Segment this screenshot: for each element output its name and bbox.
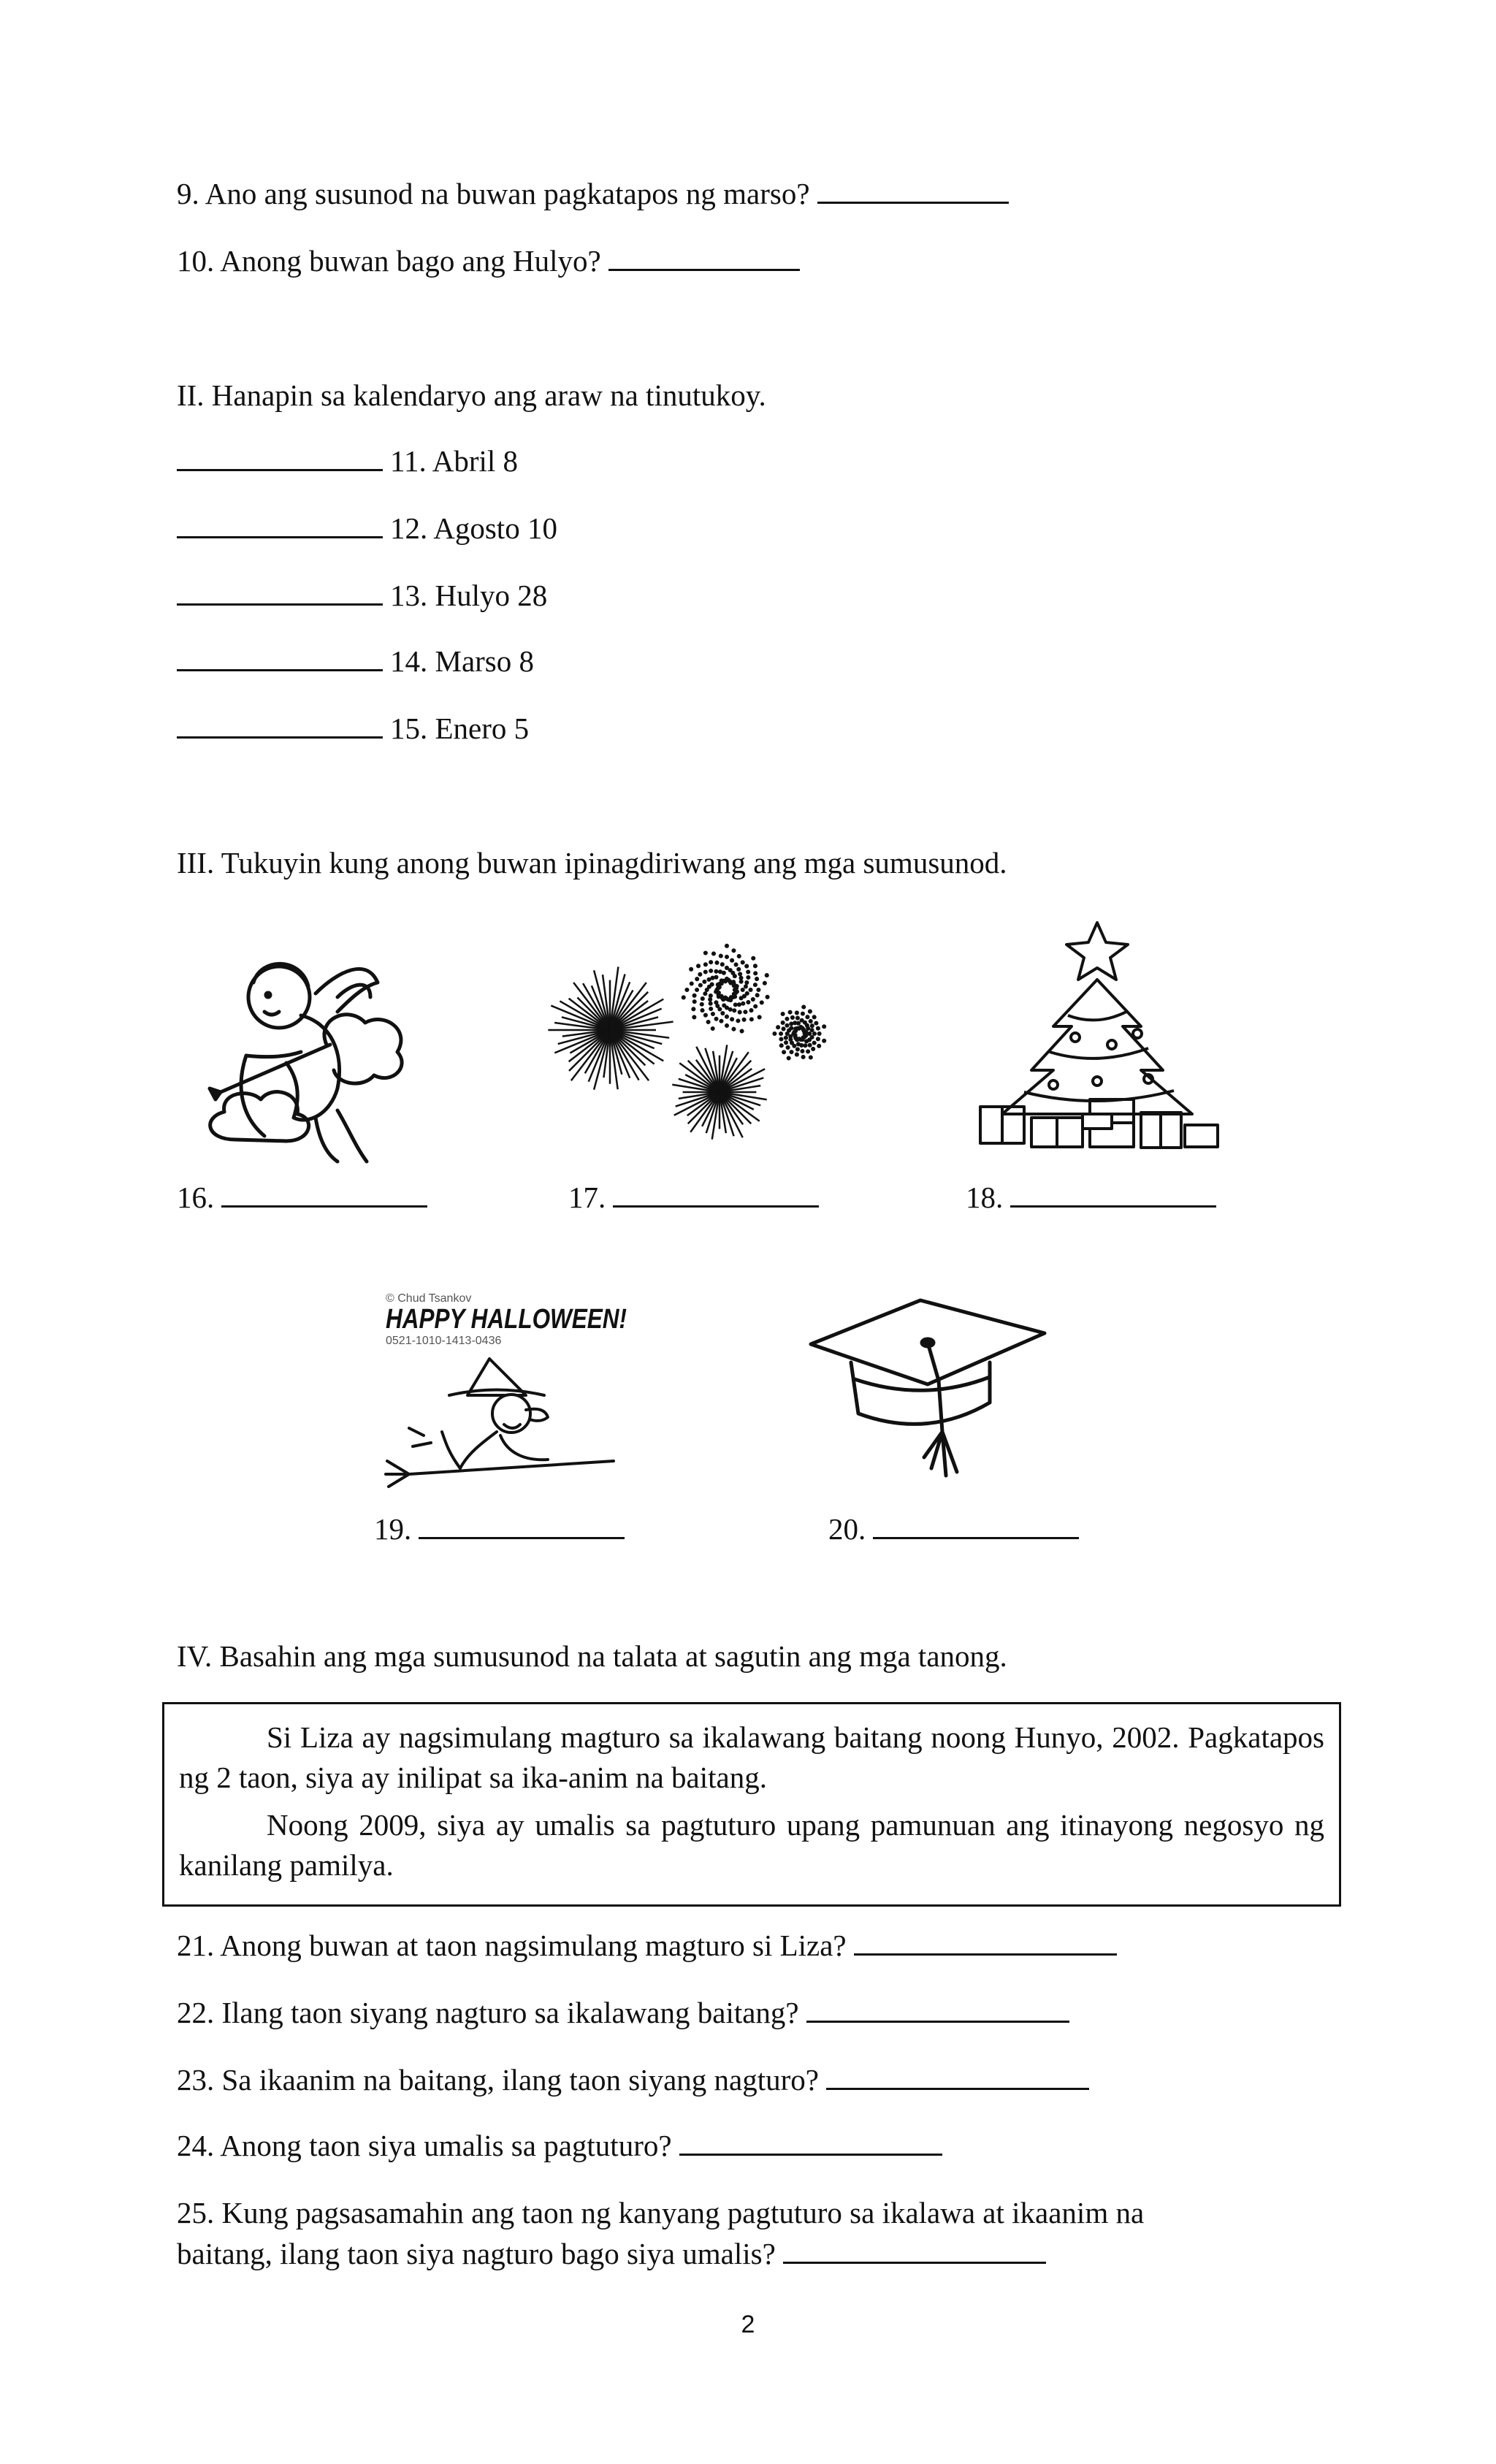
firework-spark: [750, 1018, 753, 1021]
firework-ray: [720, 1092, 760, 1121]
firework-spark: [774, 1032, 776, 1035]
firework-spark: [704, 971, 707, 974]
graduation-cap-image: [804, 1293, 1052, 1498]
firework-spark: [811, 1036, 814, 1039]
answer-blank-14[interactable]: [177, 668, 383, 671]
firework-spark: [697, 965, 700, 968]
firework-ray: [720, 1052, 749, 1092]
firework-spark: [754, 983, 757, 986]
question-22: 22. Ilang taon siyang nagturo sa ikalawang baitang?: [177, 1994, 1069, 2031]
firework-spark: [704, 992, 707, 995]
question-23: 23. Sa ikaanim na baitang, ilang taon siyang nagturo?: [177, 2061, 1089, 2098]
firework-spark: [742, 1002, 745, 1005]
firework-spark: [732, 972, 735, 974]
firework-spark: [693, 1000, 696, 1003]
witch-icon: [380, 1286, 636, 1505]
firework-spark: [744, 1010, 747, 1013]
firework-spark: [758, 1016, 761, 1019]
firework-spark: [823, 1025, 825, 1028]
firework-spark: [760, 1002, 763, 1004]
firework-spark: [735, 987, 738, 990]
firework-spark: [725, 956, 728, 958]
firework-spark: [815, 1022, 818, 1025]
fireworks-image: [541, 935, 833, 1162]
firework-spark: [712, 953, 715, 956]
firework-spark: [743, 1018, 746, 1021]
firework-spark: [809, 1020, 812, 1023]
firework-spark: [755, 977, 758, 980]
firework-spark: [715, 976, 718, 979]
firework-spark: [739, 1011, 741, 1014]
firework-spark: [786, 1032, 789, 1035]
firework-spark: [790, 1042, 793, 1045]
firework-spark: [715, 970, 718, 973]
firework-spark: [790, 1027, 793, 1030]
firework-spark: [780, 1044, 783, 1047]
firework-spark: [790, 1023, 793, 1026]
halloween-text: HAPPY HALLOWEEN!: [386, 1304, 627, 1335]
reading-passage: [162, 1702, 1341, 1907]
firework-spark: [711, 977, 714, 980]
firework-spark: [795, 1012, 798, 1015]
firework-spark: [701, 1003, 703, 1006]
question-21: 21. Anong buwan at taon nagsimulang magturo si Liza?: [177, 1927, 1117, 1964]
firework-spark: [711, 1012, 714, 1015]
item-18: 18.: [966, 1179, 1216, 1216]
question-10: 10. Anong buwan bago ang Hulyo?: [177, 243, 800, 279]
firework-spark: [715, 1002, 718, 1004]
firework-spark: [686, 988, 689, 991]
firework-spark: [733, 1028, 736, 1031]
firework-spark: [704, 952, 707, 955]
answer-blank-25[interactable]: [783, 2261, 1046, 2264]
firework-spark: [809, 1032, 812, 1035]
firework-spark: [790, 1050, 793, 1053]
firework-spark: [693, 994, 696, 997]
firework-spark: [804, 1044, 807, 1047]
firework-spark: [787, 1057, 790, 1060]
firework-spark: [743, 995, 746, 998]
firework-ray: [690, 1092, 720, 1132]
answer-blank-21[interactable]: [854, 1953, 1117, 1956]
firework-spark: [823, 1040, 825, 1042]
firework-spark: [745, 965, 748, 968]
firework-spark: [740, 977, 743, 980]
firework-spark: [725, 1024, 728, 1027]
item-14: 14. Marso 8: [177, 643, 534, 679]
answer-blank-17[interactable]: [613, 1205, 819, 1208]
firework-spark: [730, 1018, 733, 1021]
firework-spark: [749, 988, 752, 991]
firework-spark: [806, 1027, 809, 1030]
firework-spark: [811, 1029, 814, 1031]
question-25-line-1: 25. Kung pagsasamahin ang taon ng kanyang pagtuturo sa ikalawa at ikaanim na: [177, 2196, 1145, 2230]
firework-spark: [817, 1038, 820, 1041]
firework-spark: [757, 988, 760, 991]
firework-spark: [787, 1046, 790, 1049]
firework-spark: [766, 974, 768, 977]
firework-spark: [817, 1045, 820, 1048]
firework-spark: [809, 1056, 812, 1059]
firework-spark: [721, 963, 724, 966]
firework-spark: [709, 1002, 712, 1005]
firework-spark: [813, 1032, 816, 1035]
firework-spark: [704, 964, 707, 966]
firework-spark: [801, 1012, 804, 1015]
graduation-cap-icon: [804, 1293, 1052, 1498]
part4-heading: IV. Basahin ang mga sumusunod na talata at sagutin ang mga tanong.: [177, 1639, 1007, 1673]
firework-spark: [750, 1009, 753, 1012]
firework-spark: [719, 970, 722, 973]
firework-spark: [817, 1027, 820, 1030]
firework-spark: [763, 982, 766, 985]
image-id-text: 0521-1010-1413-0436: [386, 1335, 502, 1347]
firework-ray: [679, 1063, 720, 1092]
question-24: 24. Anong taon siya umalis sa pagtuturo?: [177, 2127, 942, 2164]
firework-spark: [747, 976, 750, 979]
firework-spark: [709, 998, 711, 1001]
firework-spark: [738, 955, 741, 958]
firework-spark: [699, 973, 702, 976]
firework-spark: [735, 964, 738, 966]
firework-spark: [806, 1015, 809, 1018]
firework-spark: [711, 983, 714, 986]
christmas-tree-image: [966, 917, 1229, 1158]
passage-paragraph-1: Si Liza ay nagsimulang magturo sa ikalawang baitang noong Hunyo, 2002. Pagkatapos ng 2 taon, siya ay inilipat sa ika-anim na baitang.: [179, 1720, 1324, 1794]
firework-spark: [804, 1031, 807, 1034]
answer-blank-10[interactable]: [608, 268, 800, 271]
firework-spark: [746, 981, 749, 984]
firework-spark: [729, 1008, 732, 1011]
answer-blank-23[interactable]: [826, 2087, 1089, 2090]
item-11: 11. Abril 8: [177, 443, 518, 479]
firework-spark: [805, 1040, 808, 1043]
answer-blank-15[interactable]: [177, 736, 383, 739]
firework-spark: [722, 1012, 725, 1015]
firework-spark: [709, 994, 712, 997]
firework-spark: [801, 1050, 804, 1053]
firework-spark: [719, 1008, 722, 1011]
item-17: 17.: [568, 1179, 819, 1216]
firework-spark: [716, 1004, 719, 1007]
firework-spark: [701, 997, 704, 1000]
answer-blank-18[interactable]: [1010, 1205, 1216, 1208]
cupid-image: [191, 942, 418, 1176]
firework-spark: [818, 1032, 821, 1035]
firework-spark: [693, 1016, 696, 1019]
firework-spark: [737, 1020, 740, 1023]
firework-spark: [741, 961, 744, 964]
item-13: 13. Hulyo 28: [177, 577, 547, 614]
firework-spark: [811, 1024, 814, 1027]
item-16: 16.: [177, 1179, 427, 1216]
firework-spark: [797, 1042, 800, 1045]
firework-spark: [722, 972, 725, 974]
firework-spark: [690, 983, 693, 985]
firework-spark: [738, 1003, 741, 1006]
item-12: 12. Agosto 10: [177, 510, 557, 546]
firework-spark: [797, 1022, 800, 1025]
answer-blank-22[interactable]: [806, 2020, 1069, 2023]
item-15: 15. Enero 5: [177, 710, 529, 747]
firework-spark: [802, 1056, 805, 1059]
firework-spark: [813, 1016, 816, 1019]
firework-spark: [795, 1053, 798, 1056]
firework-spark: [786, 1024, 789, 1027]
firework-spark: [754, 965, 757, 968]
firework-spark: [734, 1004, 737, 1007]
firework-spark: [695, 977, 698, 980]
firework-spark: [709, 969, 712, 972]
firework-spark: [729, 969, 732, 972]
firework-spark: [706, 988, 709, 991]
firework-spark: [752, 998, 755, 1001]
firework-spark: [754, 1005, 757, 1008]
firework-spark: [725, 1015, 728, 1018]
firework-spark: [682, 996, 685, 999]
firework-spark: [708, 978, 711, 981]
firework-spark: [709, 961, 712, 964]
firework-spark: [722, 1004, 725, 1007]
watermark-text: © Chud Tsankov: [386, 1292, 472, 1305]
firework-spark: [793, 1045, 796, 1048]
firework-spark: [709, 1007, 712, 1010]
firework-spark: [747, 1001, 750, 1004]
firework-spark: [782, 1028, 785, 1031]
firework-spark: [754, 972, 757, 975]
firework-spark: [752, 957, 755, 960]
firework-spark: [725, 945, 728, 947]
firework-spark: [806, 1050, 809, 1053]
firework-spark: [725, 1007, 728, 1010]
firework-spark: [782, 1021, 785, 1024]
firework-spark: [786, 1018, 789, 1021]
firework-spark: [741, 988, 744, 991]
firework-spark: [782, 1050, 785, 1053]
firework-spark: [813, 1042, 816, 1045]
firework-spark: [785, 1037, 787, 1040]
firework-spark: [747, 971, 749, 974]
firework-spark: [809, 1010, 812, 1013]
firework-spark: [791, 1016, 794, 1019]
firework-spark: [789, 1011, 792, 1014]
part3-heading: III. Tukuyin kung anong buwan ipinagdiriwang ang mga sumusunod.: [177, 846, 1007, 880]
firework-spark: [715, 1018, 718, 1021]
firework-spark: [782, 1012, 785, 1015]
firework-spark: [740, 980, 743, 983]
firework-spark: [812, 1048, 814, 1050]
firework-spark: [708, 985, 711, 988]
firework-spark: [695, 988, 698, 991]
answer-blank-12[interactable]: [177, 535, 383, 538]
question-25-line-2: baitang, ilang taon siya nagturo bago siya umalis?: [177, 2235, 1046, 2272]
firework-spark: [720, 1020, 723, 1023]
answer-blank-24[interactable]: [679, 2153, 942, 2156]
firework-spark: [737, 968, 740, 971]
firework-spark: [789, 1035, 792, 1038]
firework-spark: [741, 1030, 744, 1033]
firework-spark: [766, 996, 769, 999]
firework-spark: [739, 973, 741, 976]
firework-spark: [796, 1017, 799, 1020]
firework-spark: [699, 984, 702, 987]
answer-blank-16[interactable]: [221, 1205, 427, 1208]
page-number: 2: [741, 2311, 755, 2338]
answer-blank-13[interactable]: [177, 603, 383, 606]
question-9: 9. Ano ang susunod na buwan pagkatapos ng marso?: [177, 175, 1009, 212]
firework-spark: [800, 1044, 803, 1047]
firework-spark: [793, 1022, 796, 1025]
item-19: 19.: [374, 1511, 625, 1547]
firework-spark: [744, 985, 747, 988]
passage-paragraph-2: Noong 2009, siya ay umalis sa pagtuturo upang pamunuan ang itinayong negosyo ng kanilang pamilya.: [179, 1808, 1324, 1882]
firework-spark: [733, 1009, 736, 1012]
firework-spark: [804, 1021, 806, 1024]
firework-spark: [746, 992, 749, 995]
firework-spark: [716, 961, 719, 964]
part2-heading: II. Hanapin sa kalendaryo ang araw na tinutukoy.: [177, 378, 766, 412]
firework-spark: [711, 1027, 714, 1030]
firework-spark: [703, 980, 706, 983]
firework-spark: [785, 1041, 787, 1044]
cupid-icon: [191, 942, 418, 1176]
firework-spark: [733, 974, 736, 977]
answer-blank-11[interactable]: [177, 468, 383, 471]
answer-blank-20[interactable]: [873, 1536, 1079, 1539]
firework-spark: [801, 1019, 804, 1022]
firework-spark: [730, 959, 733, 962]
firework-spark: [802, 1006, 805, 1009]
firework-spark: [733, 949, 736, 952]
christmas-tree-icon: [966, 917, 1229, 1158]
firework-spark: [707, 1021, 710, 1023]
firework-spark: [725, 966, 728, 969]
firework-spark: [796, 1048, 799, 1051]
firework-spark: [704, 1014, 707, 1017]
item-20: 20.: [828, 1511, 1079, 1547]
firework-spark: [692, 1008, 695, 1011]
firework-spark: [779, 1032, 782, 1035]
halloween-image: [380, 1286, 636, 1505]
firework-spark: [790, 1038, 793, 1041]
firework-spark: [756, 994, 759, 997]
firework-spark: [809, 1044, 812, 1047]
firework-spark: [690, 968, 692, 971]
firework-spark: [776, 1026, 779, 1029]
answer-blank-9[interactable]: [817, 201, 1009, 204]
firework-spark: [720, 955, 722, 958]
firework-spark: [780, 1038, 783, 1041]
answer-blank-19[interactable]: [419, 1536, 625, 1539]
firework-spark: [740, 997, 743, 1000]
fireworks-icon: [541, 935, 833, 1162]
firework-spark: [701, 1009, 704, 1012]
